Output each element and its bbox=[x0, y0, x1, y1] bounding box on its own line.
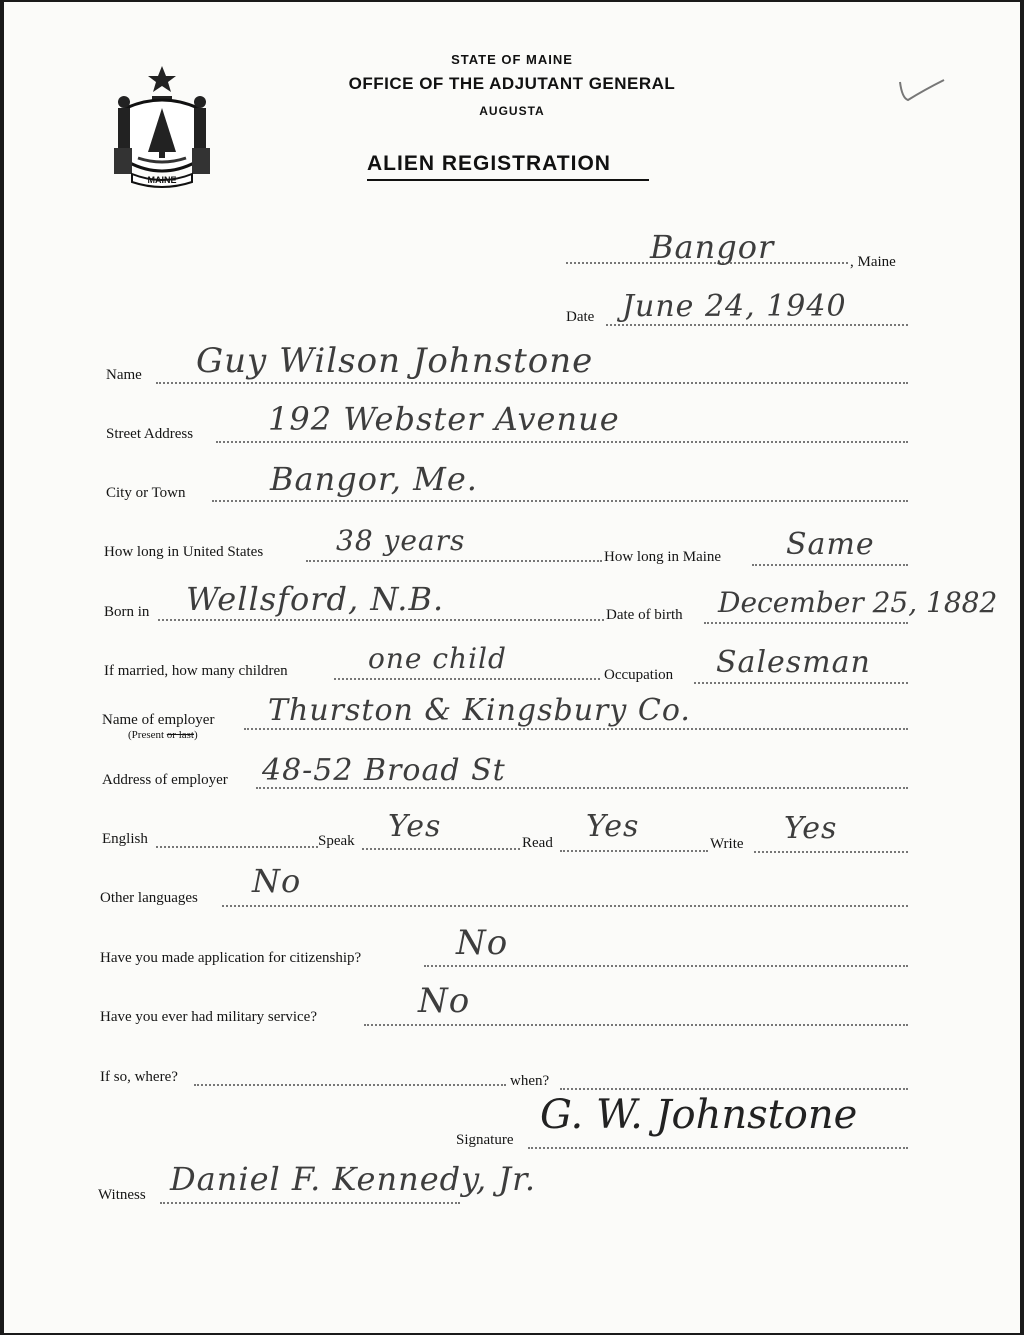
name-label: Name bbox=[106, 367, 142, 383]
how-long-us-value: 38 years bbox=[336, 524, 466, 557]
dob-value: December 25, 1882 bbox=[718, 586, 998, 619]
state-heading: STATE OF MAINE bbox=[451, 52, 573, 67]
employer-value: Thurston & Kingsbury Co. bbox=[268, 693, 691, 728]
employer-sublabel bbox=[102, 729, 214, 741]
how-long-maine-line bbox=[752, 564, 908, 566]
citizenship-value: No bbox=[456, 923, 509, 963]
how-long-us-line bbox=[306, 560, 602, 562]
check-mark-icon bbox=[896, 76, 948, 106]
employer-address-label: Address of employer bbox=[102, 772, 228, 788]
street-line bbox=[216, 441, 908, 443]
other-languages-label: Other languages bbox=[100, 890, 198, 906]
sublabel-close: ) bbox=[194, 729, 198, 741]
write-line bbox=[754, 851, 908, 853]
date-value: June 24, 1940 bbox=[622, 289, 847, 324]
speak-line bbox=[362, 848, 520, 850]
sublabel-present: (Present bbox=[128, 729, 167, 741]
when-line bbox=[560, 1088, 908, 1090]
street-label: Street Address bbox=[106, 426, 194, 442]
name-line bbox=[156, 382, 908, 384]
occupation-label: Occupation bbox=[604, 667, 674, 683]
how-long-maine-value: Same bbox=[786, 527, 875, 562]
write-label: Write bbox=[710, 836, 744, 852]
other-languages-value: No bbox=[252, 862, 302, 900]
date-label: Date bbox=[566, 309, 595, 325]
military-value: No bbox=[418, 981, 471, 1021]
office-heading: OFFICE OF THE ADJUTANT GENERAL bbox=[348, 74, 676, 93]
place-value: Bangor bbox=[650, 228, 775, 266]
english-label: English bbox=[102, 831, 148, 847]
read-label: Read bbox=[522, 835, 553, 851]
place-suffix: , Maine bbox=[850, 254, 896, 270]
citizenship-line bbox=[424, 965, 908, 967]
speak-value: Yes bbox=[388, 809, 442, 844]
employer-label bbox=[102, 711, 214, 741]
witness-line bbox=[160, 1202, 460, 1204]
city-line bbox=[212, 500, 908, 502]
dob-label: Date of birth bbox=[606, 607, 683, 623]
name-value: Guy Wilson Johnstone bbox=[196, 341, 594, 381]
signature-value: G. W. Johnstone bbox=[540, 1092, 858, 1138]
born-in-line bbox=[158, 619, 604, 621]
citizenship-label: Have you made application for citizenship? bbox=[100, 950, 362, 966]
witness-label: Witness bbox=[98, 1187, 146, 1203]
born-in-value: Wellsford, N.B. bbox=[186, 580, 445, 618]
signature-label: Signature bbox=[456, 1132, 514, 1148]
city-heading: AUGUSTA bbox=[479, 104, 545, 118]
speak-label: Speak bbox=[318, 833, 355, 849]
state-seal-icon bbox=[108, 62, 216, 190]
occupation-line bbox=[694, 682, 908, 684]
employer-line bbox=[244, 728, 908, 730]
signature-line bbox=[528, 1147, 908, 1149]
employer-address-value: 48-52 Broad St bbox=[262, 753, 506, 788]
occupation-value: Salesman bbox=[716, 645, 871, 680]
children-label: If married, how many children bbox=[104, 663, 288, 679]
children-line bbox=[334, 678, 600, 680]
children-value: one child bbox=[368, 642, 507, 675]
how-long-us-label: How long in United States bbox=[104, 544, 264, 560]
form-title-text: ALIEN REGISTRATION bbox=[367, 152, 611, 175]
sublabel-or-last: or last bbox=[166, 729, 194, 741]
date-line bbox=[606, 324, 908, 326]
witness-value: Daniel F. Kennedy, Jr. bbox=[170, 1160, 537, 1198]
write-value: Yes bbox=[784, 811, 838, 846]
city-value: Bangor, Me. bbox=[270, 460, 478, 498]
military-label: Have you ever had military service? bbox=[100, 1009, 317, 1025]
street-value: 192 Webster Avenue bbox=[268, 400, 620, 438]
where-line bbox=[194, 1084, 506, 1086]
born-in-label: Born in bbox=[104, 604, 150, 620]
city-label: City or Town bbox=[106, 485, 186, 501]
how-long-maine-label: How long in Maine bbox=[604, 549, 722, 565]
form-title bbox=[367, 152, 649, 181]
read-line bbox=[560, 850, 708, 852]
when-label: when? bbox=[510, 1073, 550, 1089]
employer-label-text: Name of employer bbox=[102, 712, 215, 728]
military-line bbox=[364, 1024, 908, 1026]
english-line bbox=[156, 846, 318, 848]
seal-text: MAINE bbox=[147, 175, 177, 185]
where-label: If so, where? bbox=[100, 1069, 178, 1085]
other-languages-line bbox=[222, 905, 908, 907]
dob-line bbox=[704, 622, 908, 624]
read-value: Yes bbox=[586, 809, 640, 844]
